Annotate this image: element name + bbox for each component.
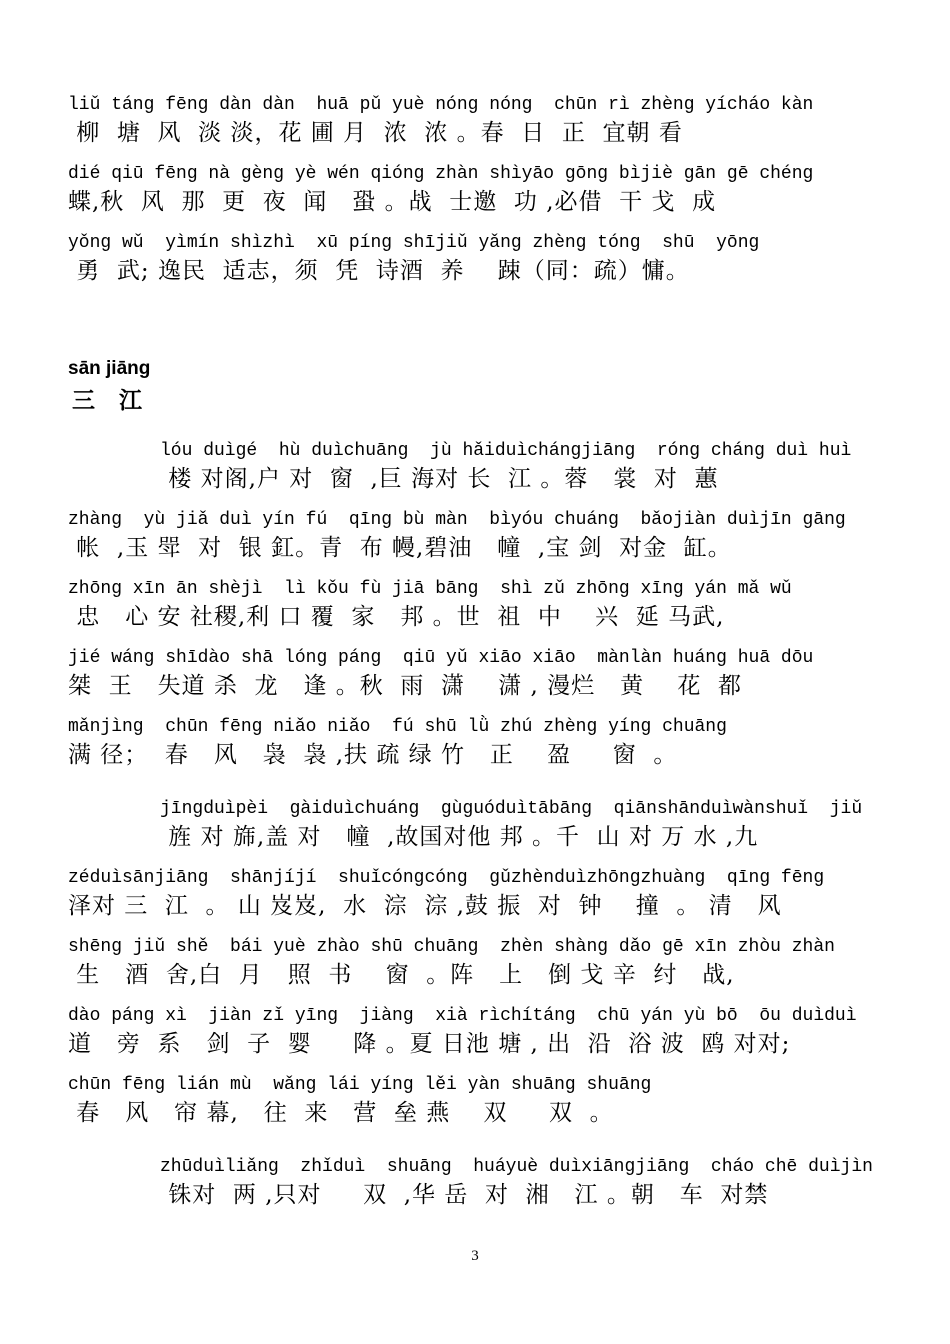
hanzi-line: 满 径； 春 风 袅 袅 ,扶 疏 绿 竹 正 盈 窗 。 bbox=[68, 742, 678, 768]
pinyin-line: liǔ táng fēng dàn dàn huā pǔ yuè nóng nóng chūn rì zhèng yícháo kàn bbox=[68, 95, 814, 115]
pinyin-line: zhàng yù jiǎ duì yín fú qīng bù màn bìyóu chuáng bǎojiàn duìjīn gāng bbox=[68, 510, 846, 530]
text-line-4 bbox=[160, 440, 888, 494]
text-line-6 bbox=[68, 578, 888, 632]
hanzi-line: 楼 对阁,户 对 窗 ,巨 海对 长 江 。蓉 裳 对 蕙 bbox=[160, 466, 719, 492]
text-line-13 bbox=[68, 1074, 888, 1128]
pinyin-line: zhōng xīn ān shèjì lì kǒu fù jiā bāng shì zǔ zhōng xīng yán mǎ wǔ bbox=[68, 579, 792, 599]
hanzi-line: 桀 王 失道 杀 龙 逢 。秋 雨 潇 潇 , 漫烂 黄 花 都 bbox=[68, 673, 742, 699]
pinyin-line: zhūduìliǎng zhǐduì shuāng huáyuè duìxiāngjiāng cháo chē duìjìn bbox=[160, 1157, 873, 1177]
text-line-8 bbox=[68, 716, 888, 770]
text-line-11 bbox=[68, 936, 888, 990]
pinyin-line: mǎnjìng chūn fēng niǎo niǎo fú shū lǜ zhú zhèng yíng chuāng bbox=[68, 717, 727, 737]
pinyin-line: dào páng xì jiàn zǐ yīng jiàng xià rìchítáng chū yán yù bō ōu duìduì bbox=[68, 1006, 857, 1026]
hanzi-line: 柳 塘 风 淡 淡，花 圃 月 浓 浓 。春 日 正 宜朝 看 bbox=[68, 120, 683, 146]
text-line-5 bbox=[68, 509, 888, 563]
pinyin-line: zéduìsānjiāng shānjíjí shuǐcóngcóng gǔzhènduìzhōngzhuàng qīng fēng bbox=[68, 868, 825, 888]
section-heading-title: 三 江 bbox=[72, 388, 143, 414]
hanzi-line: 铢对 两 ,只对 双 ,华 岳 对 湘 江 。朝 车 对禁 bbox=[160, 1182, 769, 1208]
hanzi-line: 生 酒 舍,白 月 照 书 窗 。阵 上 倒 戈 辛 纣 战, bbox=[68, 962, 735, 988]
text-line-12 bbox=[68, 1005, 888, 1059]
pinyin-line: jīngduìpèi gàiduìchuáng gùguóduìtābāng qiānshānduìwànshuǐ jiǔ bbox=[160, 799, 863, 819]
pinyin-line: lóu duìgé hù duìchuāng jù hǎiduìchángjiāng róng cháng duì huì bbox=[160, 441, 852, 461]
text-line-14 bbox=[160, 1156, 888, 1210]
hanzi-line: 泽对 三 江 。 山 岌岌, 水 淙 淙 ,鼓 振 对 钟 撞 。 清 风 bbox=[68, 893, 782, 919]
pinyin-line: chūn fēng lián mù wǎng lái yíng lěi yàn shuāng shuāng bbox=[68, 1075, 652, 1095]
pinyin-line: dié qiū fēng nà gèng yè wén qióng zhàn shìyāo gōng bìjiè gān gē chéng bbox=[68, 164, 814, 184]
hanzi-line: 勇 武; 逸民 适志，须 凭 诗酒 养 踈（同：疏）慵。 bbox=[68, 258, 690, 284]
hanzi-line: 旌 对 旆,盖 对 幢 ,故国对他 邦 。千 山 对 万 水 ,九 bbox=[160, 824, 759, 850]
text-line-7 bbox=[68, 647, 888, 701]
pinyin-line: yǒng wǔ yìmín shìzhì xū píng shījiǔ yǎng zhèng tóng shū yōng bbox=[68, 233, 760, 253]
hanzi-line: 蝶,秋 风 那 更 夜 闻 蛩 。战 士邀 功 ,必借 干 戈 成 bbox=[68, 189, 717, 215]
hanzi-line: 道 旁 系 剑 子 婴 降 。夏 日池 塘 , 出 沿 浴 波 鸥 对对; bbox=[68, 1031, 791, 1057]
text-line-10 bbox=[68, 867, 888, 921]
page-number: 3 bbox=[471, 1248, 479, 1264]
pinyin-line: shēng jiǔ shě bái yuè zhào shū chuāng zhèn shàng dǎo gē xīn zhòu zhàn bbox=[68, 937, 835, 957]
text-line-9 bbox=[160, 798, 888, 852]
text-line-1 bbox=[68, 94, 888, 148]
text-line-2 bbox=[68, 163, 888, 217]
hanzi-line: 春 风 帘 幕, 往 来 营 垒 燕 双 双 。 bbox=[68, 1100, 614, 1126]
hanzi-line: 忠 心 安 社稷,利 口 覆 家 邦 。世 祖 中 兴 延 马武, bbox=[68, 604, 725, 630]
hanzi-line: 帐 ,玉 斝 对 银 釭。青 布 幔,碧油 幢 ,宝 剑 对金 缸。 bbox=[68, 535, 732, 561]
pinyin-line: jié wáng shīdào shā lóng páng qiū yǔ xiāo xiāo mànlàn huáng huā dōu bbox=[68, 648, 814, 668]
text-line-3 bbox=[68, 232, 888, 286]
section-heading-pinyin: sān jiāng bbox=[68, 358, 151, 379]
